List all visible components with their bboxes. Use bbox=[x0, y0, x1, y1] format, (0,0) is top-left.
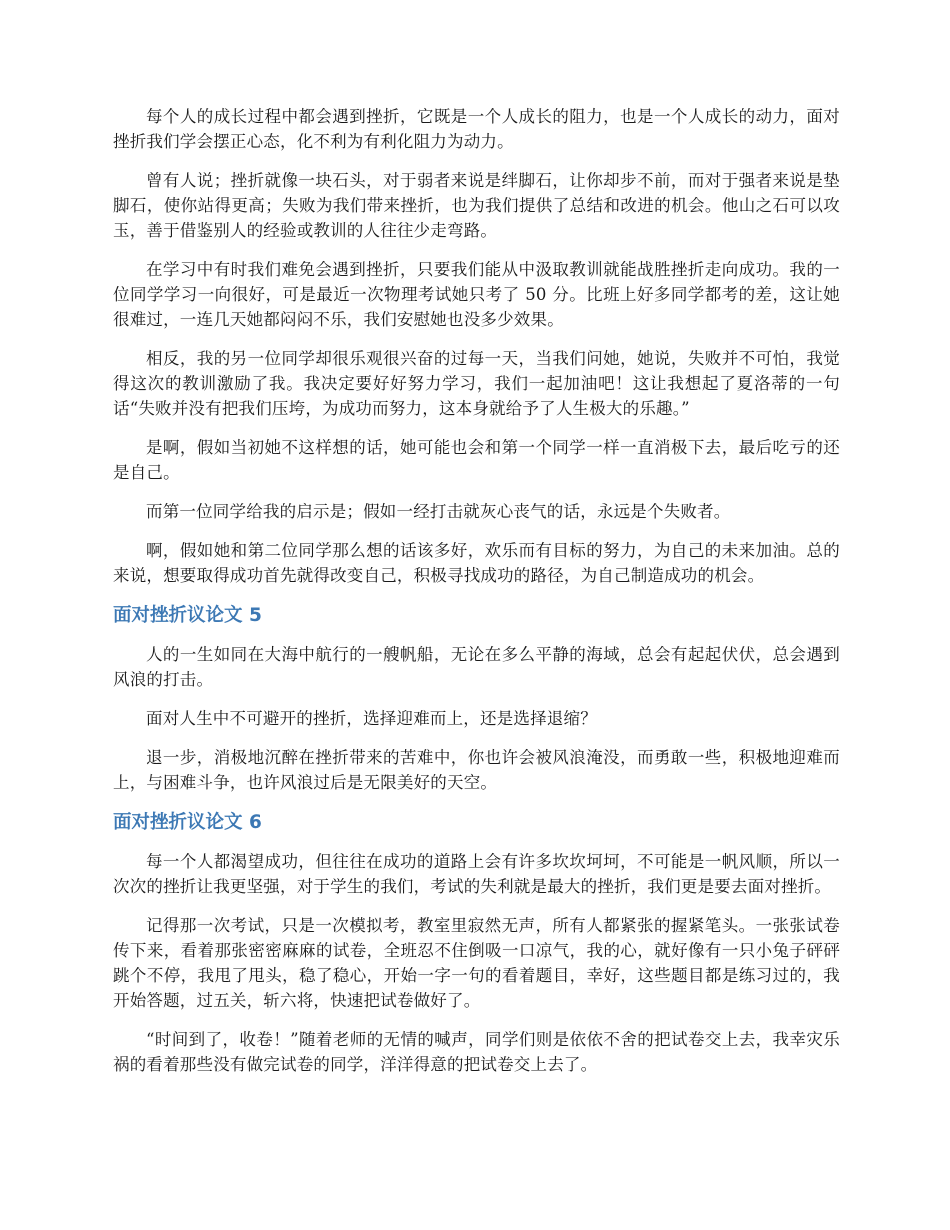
paragraph: 而第一位同学给我的启示是；假如一经打击就灰心丧气的话，永远是个失败者。 bbox=[146, 502, 731, 521]
paragraph: 在学习中有时我们难免会遇到挫折，只要我们能从中汲取教训就能战胜挫折走向成功。我的一位同学学习一向很好，可是最近一次物理考试她只考了 50 分。比班上好多同学都考的差，这让她很难过，一连几天她都闷闷不乐，我们安慰她也没多少效果。 bbox=[113, 260, 840, 329]
document-body bbox=[113, 104, 840, 1091]
paragraph: 人的一生如同在大海中航行的一艘帆船，无论在多么平静的海域，总会有起起伏伏，总会遇到风浪的打击。 bbox=[113, 645, 840, 689]
paragraph: 记得那一次考试，只是一次模拟考，教室里寂然无声，所有人都紧张的握紧笔头。一张张试卷传下来，看着那张密密麻麻的试卷，全班忍不住倒吸一口凉气，我的心，就好像有一只小兔子砰砰跳个不停，我甩了甩头，稳了稳心，开始一字一句的看着题目，幸好，这些题目都是练习过的，我开始答题，过五关，斩六将，快速把试卷做好了。 bbox=[113, 916, 840, 1010]
paragraph: 相反，我的另一位同学却很乐观很兴奋的过每一天，当我们问她，她说，失败并不可怕，我觉得这次的教训激励了我。我决定要好好努力学习，我们一起加油吧！这让我想起了夏洛蒂的一句话“失败并没有把我们压垮，为成功而努力，这本身就给予了人生极大的乐趣。” bbox=[113, 349, 840, 418]
section-heading: 面对挫折议论文 6 bbox=[113, 812, 262, 833]
paragraph: 曾有人说；挫折就像一块石头，对于弱者来说是绊脚石，让你却步不前，而对于强者来说是垫脚石，使你站得更高；失败为我们带来挫折，也为我们提供了总结和改进的机会。他山之石可以攻玉，善于借鉴别人的经验或教训的人往往少走弯路。 bbox=[113, 171, 840, 240]
paragraph: 啊，假如她和第二位同学那么想的话该多好，欢乐而有目标的努力，为自己的未来加油。总的来说，想要取得成功首先就得改变自己，积极寻找成功的路径，为自己制造成功的机会。 bbox=[113, 541, 840, 585]
paragraph: 是啊，假如当初她不这样想的话，她可能也会和第一个同学一样一直消极下去，最后吃亏的还是自己。 bbox=[113, 438, 840, 482]
paragraph: “时间到了，收卷！”随着老师的无情的喊声，同学们则是依依不舍的把试卷交上去，我幸灾乐祸的看着那些没有做完试卷的同学，洋洋得意的把试卷交上去了。 bbox=[113, 1030, 840, 1074]
paragraph: 每一个人都渴望成功，但往往在成功的道路上会有许多坎坎坷坷，不可能是一帆风顺，所以一次次的挫折让我更坚强，对于学生的我们，考试的失利就是最大的挫折，我们更是要去面对挫折。 bbox=[113, 852, 840, 896]
essay-section-intro bbox=[113, 104, 840, 588]
paragraph: 退一步，消极地沉醉在挫折带来的苦难中，你也许会被风浪淹没，而勇敢一些，积极地迎难而上，与困难斗争，也许风浪过后是无限美好的天空。 bbox=[113, 748, 840, 792]
essay-section-6 bbox=[113, 809, 840, 1077]
paragraph: 每个人的成长过程中都会遇到挫折，它既是一个人成长的阻力，也是一个人成长的动力，面对挫折我们学会摆正心态，化不利为有利化阻力为动力。 bbox=[113, 107, 840, 151]
paragraph: 面对人生中不可避开的挫折，选择迎难而上，还是选择退缩？ bbox=[146, 709, 597, 728]
essay-section-5 bbox=[113, 602, 840, 795]
section-heading: 面对挫折议论文 5 bbox=[113, 605, 262, 626]
